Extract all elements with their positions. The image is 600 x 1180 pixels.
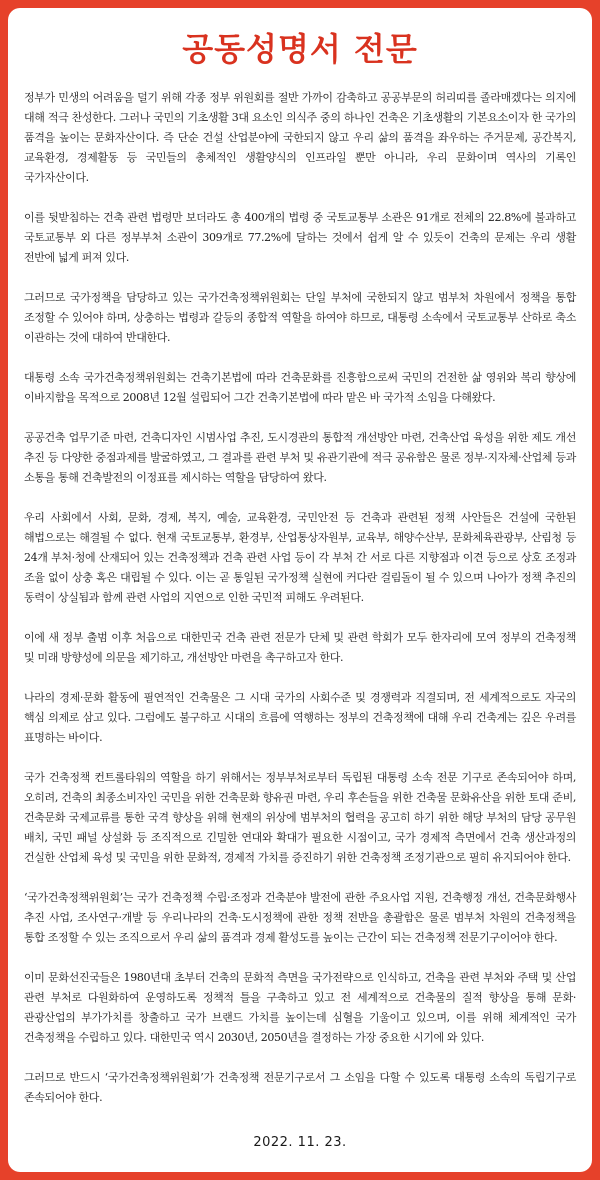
paragraph: 우리 사회에서 사회, 문화, 경제, 복지, 예술, 교육환경, 국민안전 등 건축과 관련된 정책 사안들은 건설에 국한된 해법으로는 해결될 수 없다. 현재 국토교통부, 환경부, 산업통상자원부, 교육부, 해양수산부, 문화체육관광부, 산림청 등 24개 부처·청에 산재되어 있는 건축정책과 건축 관련 사업 등이 각 부처 간 서로 다른 지향점과 이견 등으로 상호 조정과 조율 없이 상충 혹은 대립될 수 있다. 이는 곧 통일된 국가정책 실현에 커다란 걸림돌이 될 수 있으며 나아가 정책 추진의 동력이 상실됨과 함께 관련 사업의 지연으로 인한 국민적 피해도 우려된다.: [24, 511, 576, 604]
paragraph: 국가 건축정책 컨트롤타워의 역할을 하기 위해서는 정부부처로부터 독립된 대통령 소속 전문 기구로 존속되어야 하며, 오히려, 건축의 최종소비자인 국민을 위한 건축문화 향유권 마련, 우리 후손들을 위한 건축물 문화유산을 위한 토대 준비, 건축문화 국제교류를 통한 국격 향상을 위해 현재의 위상에 범부처의 협력을 공고히 하기 위한 해당 부처의 담당 공무원 배치, 국민 패널 상설화 등 조직적으로 긴밀한 연대와 확대가 필요한 시점이고, 국가 경제적 측면에서 건축 생산과정의 건실한 산업체 육성 및 국민을 위한 문화적, 경제적 가치를 증진하기 위한 건축정책 조정기관으로 필히 유지되어야 한다.: [24, 771, 576, 864]
statement-date: 2022. 11. 23.: [253, 1135, 347, 1150]
statement-sheet: [8, 8, 592, 1172]
paragraph: 그러므로 국가정책을 담당하고 있는 국가건축정책위원회는 단일 부처에 국한되지 않고 범부처 차원에서 정책을 통합 조정할 수 있어야 하며, 상충하는 법령과 갈등의 종합적 역할을 하여야 하므로, 대통령 소속에서 국토교통부 산하로 축소 이관하는 것에 대하여 반대한다.: [24, 291, 576, 344]
paragraph: 그러므로 반드시 ‘국가건축정책위원회’가 건축정책 전문기구로서 그 소임을 다할 수 있도록 대통령 소속의 독립기구로 존속되어야 한다.: [24, 1071, 576, 1104]
statement-body: [24, 88, 576, 1108]
statement-title: 공동성명서 전문: [182, 30, 418, 68]
paragraph: 공공건축 업무기준 마련, 건축디자인 시범사업 추진, 도시경관의 통합적 개선방안 마련, 건축산업 육성을 위한 제도 개선 추진 등 다양한 중점과제를 발굴하였고, 그 결과를 관련 부처 및 유관기관에 적극 공유함은 물론 정부·지자체·산업체 등과 소통을 통해 건축발전의 이정표를 제시하는 역할을 담당하여 왔다.: [24, 431, 576, 484]
paragraph: 이를 뒷받침하는 건축 관련 법령만 보더라도 총 400개의 법령 중 국토교통부 소관은 91개로 전체의 22.8%에 불과하고 국토교통부 외 다른 정부부처 소관이 309개로 77.2%에 달하는 것에서 쉽게 알 수 있듯이 건축의 문제는 우리 생활 전반에 넓게 퍼져 있다.: [24, 211, 576, 264]
paragraph: ‘국가건축정책위원회’는 국가 건축정책 수립·조정과 건축분야 발전에 관한 주요사업 지원, 건축행정 개선, 건축문화행사 추진 사업, 조사연구·개발 등 우리나라의 건축·도시정책에 관한 정책 전반을 총괄함은 물론 범부처 차원의 건축정책을 통합 조정할 수 있는 조직으로서 우리 삶의 품격과 경제 활성도를 높이는 근간이 되는 건축정책 전문기구이어야 한다.: [24, 891, 576, 944]
paragraph: 나라의 경제·문화 활동에 필연적인 건축물은 그 시대 국가의 사회수준 및 경쟁력과 직결되며, 전 세계적으로도 자국의 핵심 의제로 삼고 있다. 그럼에도 불구하고 시대의 흐름에 역행하는 정부의 건축정책에 대해 우리 건축계는 깊은 우려를 표명하는 바이다.: [24, 691, 576, 744]
paragraph: 이에 새 정부 출범 이후 처음으로 대한민국 건축 관련 전문가 단체 및 관련 학회가 모두 한자리에 모여 정부의 건축정책 및 미래 방향성에 의문을 제기하고, 개선방안 마련을 촉구하고자 한다.: [24, 631, 576, 664]
paragraph: 대통령 소속 국가건축정책위원회는 건축기본법에 따라 건축문화를 진흥함으로써 국민의 건전한 삶 영위와 복리 향상에 이바지함을 목적으로 2008년 12월 설립되어 그간 건축기본법에 따라 맡은 바 국가적 소임을 다해왔다.: [24, 371, 576, 404]
paragraph: 이미 문화선진국들은 1980년대 초부터 건축의 문화적 측면을 국가전략으로 인식하고, 건축을 관련 부처와 주택 및 산업 관련 부처로 다원화하여 운영하도록 정책적 틀을 구축하고 있고 전 세계적으로 건축물의 질적 향상을 통해 문화·관광산업의 부가가치를 창출하고 국가 브랜드 가치를 높이는데 심혈을 기울이고 있으며, 이를 위해 체계적인 국가 건축정책을 수립하고 있다. 대한민국 역시 2030년, 2050년을 결정하는 가장 중요한 시기에 와 있다.: [24, 971, 576, 1044]
paragraph: 정부가 민생의 어려움을 덜기 위해 각종 정부 위원회를 절반 가까이 감축하고 공공부문의 허리띠를 졸라매겠다는 의지에 대해 적극 찬성한다. 그러나 국민의 기초생활 3대 요소인 의식주 중의 하나인 건축은 기초생활의 기본요소이자 한 국가의 품격을 높이는 문화자산이다. 즉 단순 건설 산업분야에 국한되지 않고 우리 삶의 품격을 좌우하는 주거문제, 공간복지, 교육환경, 경제활동 등 국민들의 총체적인 생활양식의 인프라일 뿐만 아니라, 우리 문화이며 역사의 기록인 국가자산이다.: [24, 91, 576, 184]
